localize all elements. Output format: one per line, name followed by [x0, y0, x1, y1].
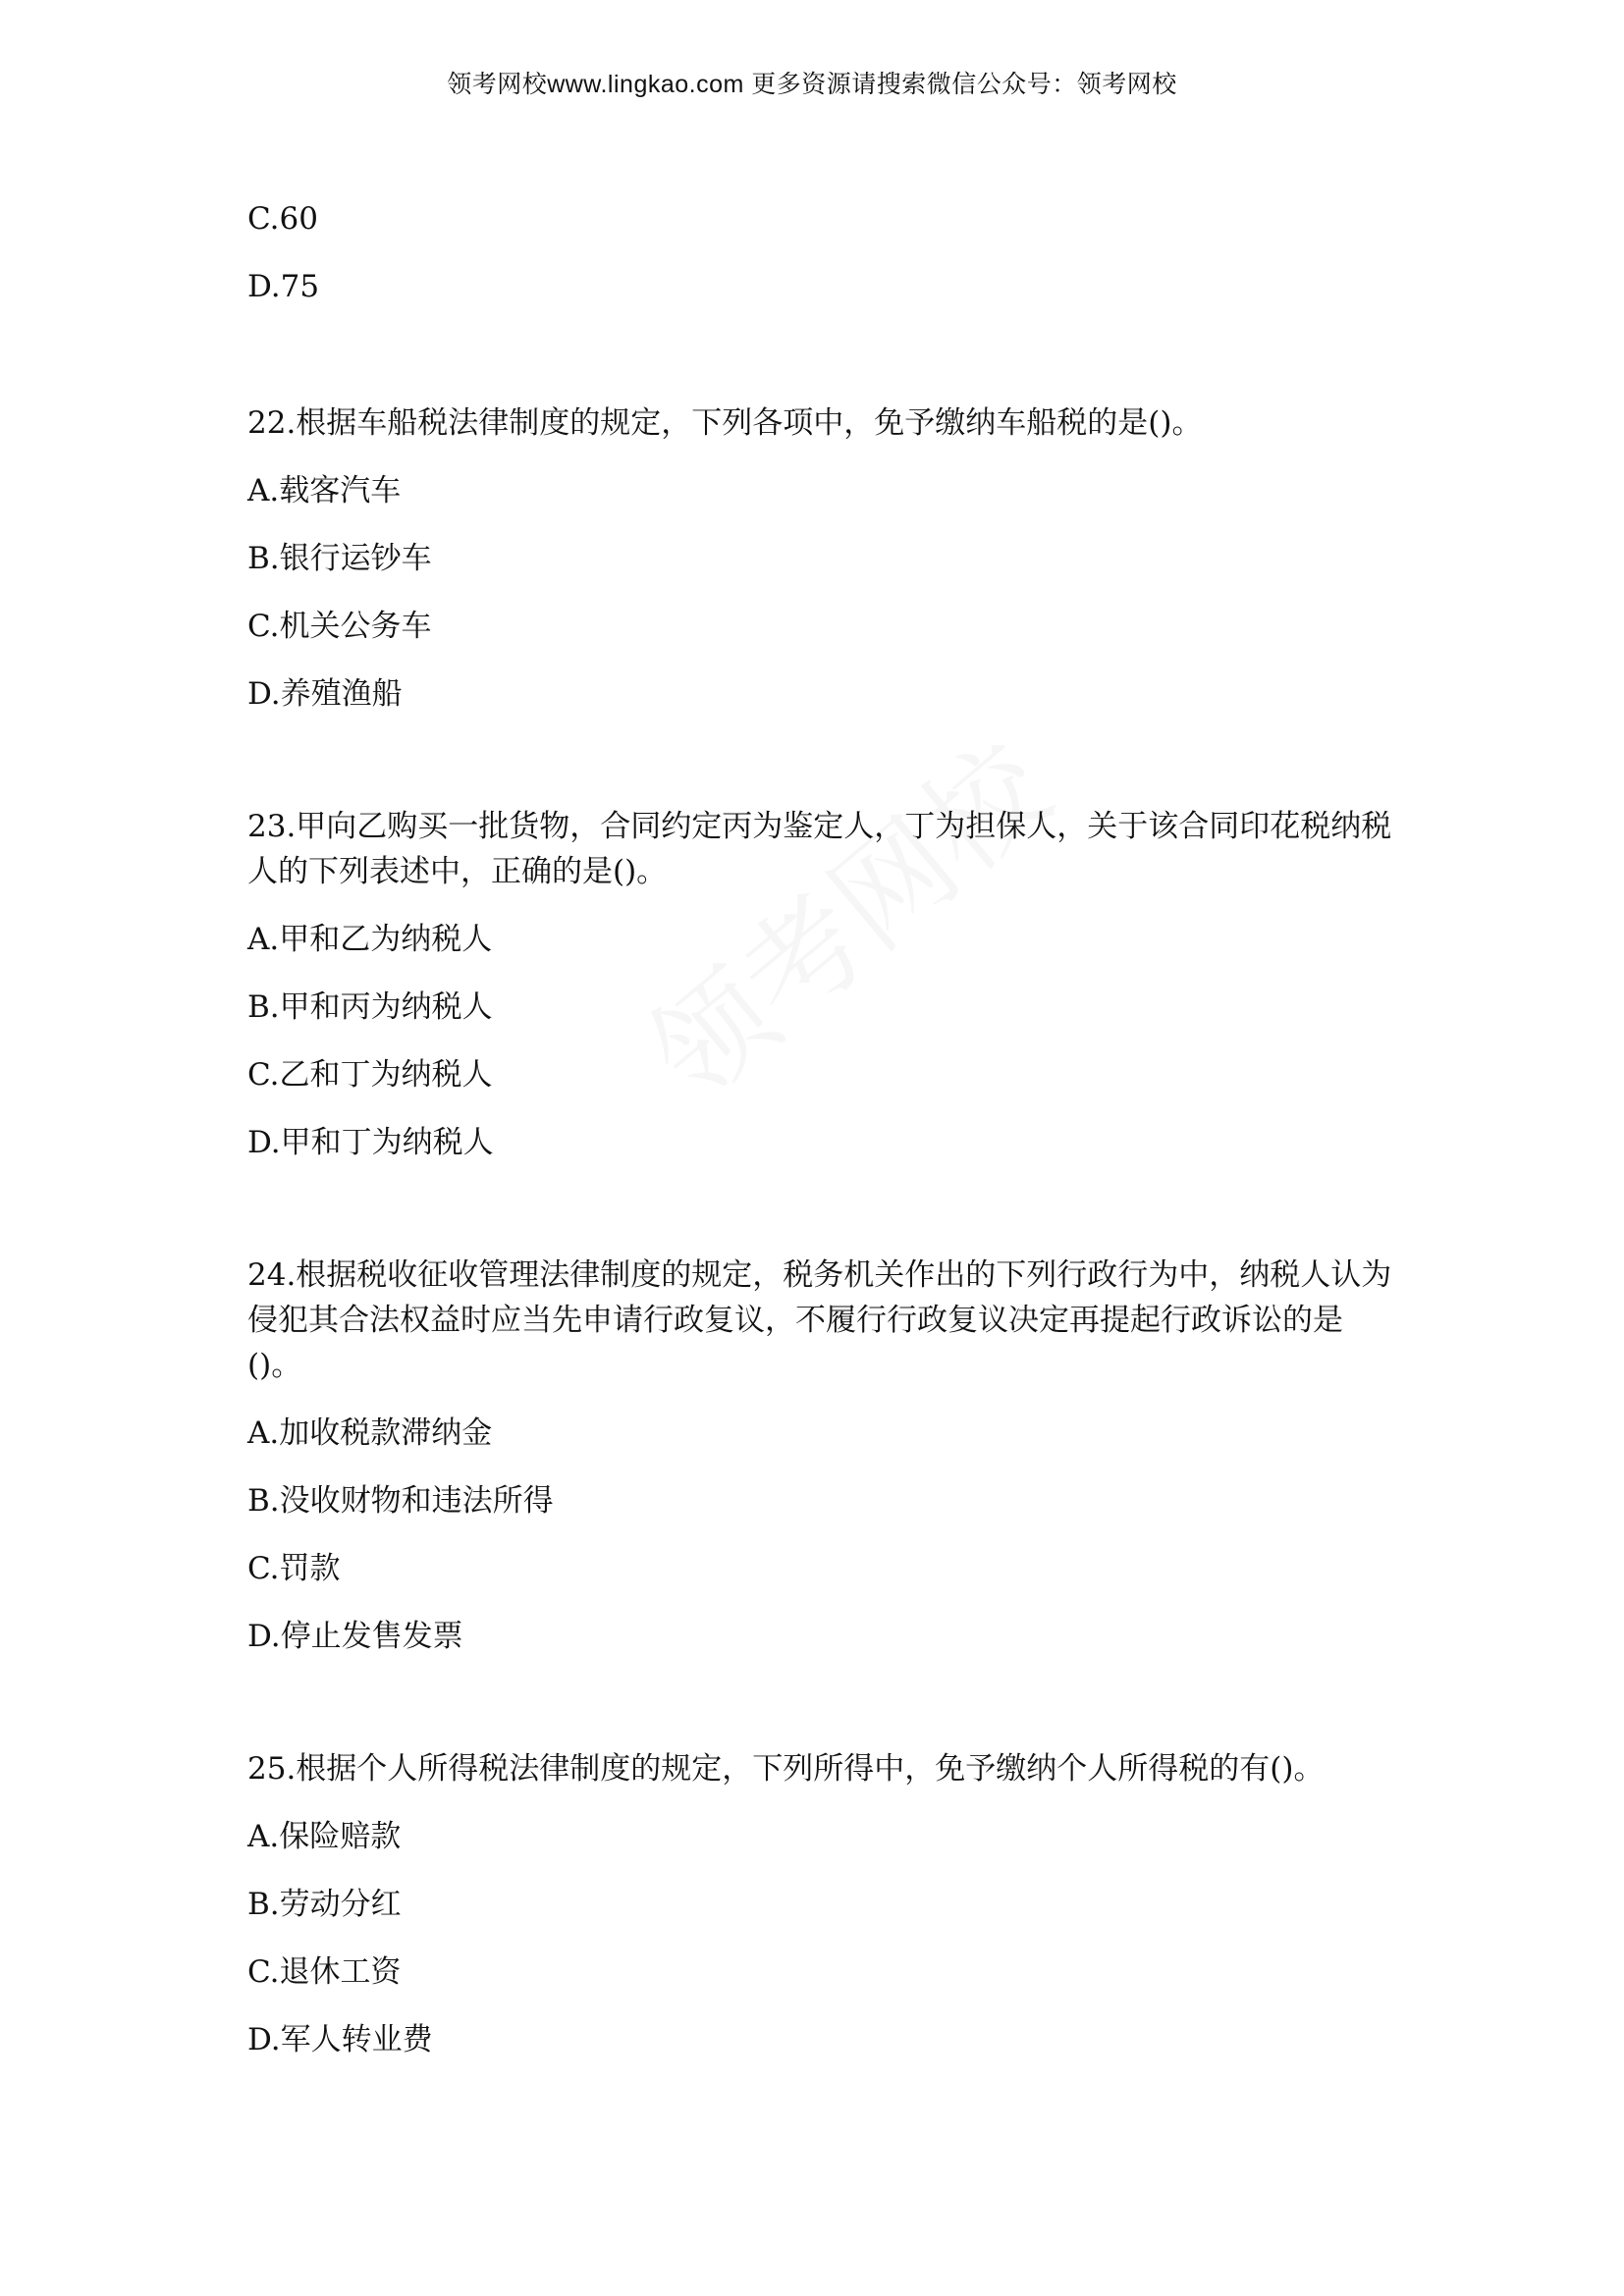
- question-23: [247, 804, 1406, 1188]
- question-text: 22.根据车船税法律制度的规定，下列各项中，免予缴纳车船税的是()。: [247, 405, 1203, 441]
- option-a: A.保险赔款: [247, 1819, 402, 1854]
- option-d: D.停止发售发票: [247, 1619, 463, 1654]
- option-c-prev: C.60: [247, 201, 318, 237]
- option-a: A.甲和乙为纳税人: [247, 922, 493, 957]
- option-c: C.退休工资: [247, 1954, 402, 1990]
- option-d-prev: D.75: [247, 269, 320, 304]
- option-b: B.银行运钞车: [247, 541, 432, 576]
- option-a: A.载客汽车: [247, 473, 402, 508]
- page-header: 领考网校www.lingkao.com 更多资源请搜索微信公众号：领考网校: [447, 71, 1177, 98]
- question-text: 23.甲向乙购买一批货物，合同约定丙为鉴定人，丁为担保人，关于该合同印花税纳税人的下列表述中，正确的是()。: [247, 809, 1392, 889]
- option-d: D.养殖渔船: [247, 676, 403, 712]
- question-22: [247, 400, 1406, 739]
- option-b: B.劳动分红: [247, 1887, 402, 1922]
- option-c: C.机关公务车: [247, 609, 432, 644]
- question-25: [247, 1746, 1406, 2085]
- option-c: C.乙和丁为纳税人: [247, 1057, 493, 1093]
- option-a: A.加收税款滞纳金: [247, 1415, 493, 1451]
- option-b: B.甲和丙为纳税人: [247, 989, 493, 1025]
- question-text: 25.根据个人所得税法律制度的规定，下列所得中，免予缴纳个人所得税的有()。: [247, 1751, 1325, 1787]
- option-c: C.罚款: [247, 1551, 341, 1586]
- option-b: B.没收财物和违法所得: [247, 1483, 554, 1519]
- question-list: [247, 196, 1406, 2085]
- option-d: D.军人转业费: [247, 2022, 433, 2057]
- option-d: D.甲和丁为纳税人: [247, 1125, 494, 1160]
- question-text: 24.根据税收征收管理法律制度的规定，税务机关作出的下列行政行为中，纳税人认为侵犯其合法权益时应当先申请行政复议，不履行行政复议决定再提起行政诉讼的是()。: [247, 1257, 1392, 1383]
- question-24: [247, 1253, 1406, 1682]
